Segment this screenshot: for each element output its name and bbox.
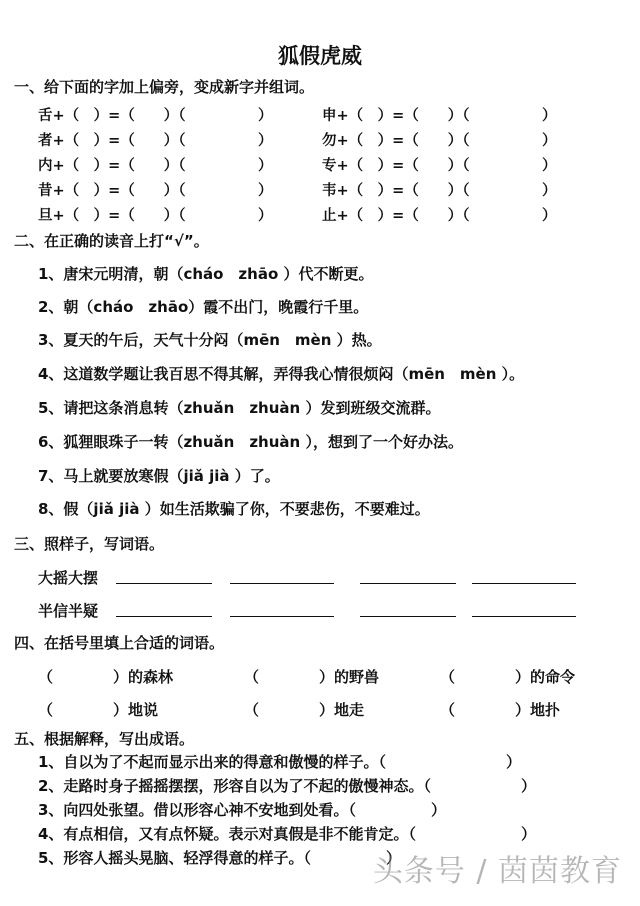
fill-phrase: （ ）的野兽 — [244, 668, 380, 686]
radical-row-right: 勿+（ ）=（ ）（ ） — [322, 133, 557, 149]
idiom-question: 5、形容人摇头晃脑、轻浮得意的样子。（ ） — [38, 849, 401, 867]
radical-row-left: 旦+（ ）=（ ）（ ） — [38, 208, 273, 224]
fill-phrase: （ ）的命令 — [440, 668, 576, 686]
pinyin-question: 4、这道数学题让我百思不得其解，弄得我心情很烦闷（mēn mèn ）。 — [38, 365, 525, 383]
section-3-heading: 三、照样子，写词语。 — [14, 535, 165, 553]
pinyin-question: 5、请把这条消息转（zhuǎn zhuàn ）发到班级交流群。 — [38, 399, 441, 417]
answer-line[interactable] — [230, 583, 334, 584]
fill-phrase: （ ）地扑 — [440, 701, 561, 719]
pinyin-question: 2、朝（cháo zhāo）霞不出门，晚霞行千里。 — [38, 298, 369, 316]
radical-row-left: 昔+（ ）=（ ）（ ） — [38, 183, 273, 199]
answer-line[interactable] — [116, 616, 212, 617]
pinyin-question: 8、假（jiǎ jià ）如生活欺骗了你，不要悲伤，不要难过。 — [38, 500, 430, 518]
example-word: 大摇大摆 — [38, 569, 99, 587]
pinyin-question: 3、夏天的午后，天气十分闷（mēn mèn ）热。 — [38, 331, 382, 349]
pinyin-question: 6、狐狸眼珠子一转（zhuǎn zhuàn ），想到了一个好办法。 — [38, 433, 463, 451]
fill-phrase: （ ）的森林 — [38, 668, 174, 686]
example-word: 半信半疑 — [38, 602, 99, 620]
answer-line[interactable] — [472, 583, 576, 584]
answer-line[interactable] — [360, 583, 456, 584]
section-1-heading: 一、给下面的字加上偏旁，变成新字并组词。 — [14, 78, 315, 96]
page-title: 狐假虎威 — [278, 44, 362, 68]
radical-row-right: 止+（ ）=（ ）（ ） — [322, 208, 557, 224]
idiom-question: 4、有点相信，又有点怀疑。表示对真假是非不能肯定。（ ） — [38, 825, 536, 843]
watermark: 头条号 / 茵茵教育 — [372, 854, 622, 889]
idiom-question: 1、自以为了不起而显示出来的得意和傲慢的样子。（ ） — [38, 753, 521, 771]
answer-line[interactable] — [360, 616, 456, 617]
radical-row-right: 专+（ ）=（ ）（ ） — [322, 158, 557, 174]
idiom-question: 3、向四处张望。借以形容心神不安地到处看。（ ） — [38, 801, 446, 819]
section-2-heading: 二、在正确的读音上打“√”。 — [14, 232, 209, 250]
radical-row-right: 韦+（ ）=（ ）（ ） — [322, 183, 557, 199]
section-5-heading: 五、根据解释，写出成语。 — [14, 730, 195, 748]
answer-line[interactable] — [230, 616, 334, 617]
fill-phrase: （ ）地走 — [244, 701, 365, 719]
pinyin-question: 1、唐宋元明清，朝（cháo zhāo ）代不断更。 — [38, 265, 374, 283]
answer-line[interactable] — [116, 583, 212, 584]
radical-row-left: 者+（ ）=（ ）（ ） — [38, 133, 273, 149]
idiom-question: 2、走路时身子摇摇摆摆，形容自以为了不起的傲慢神态。（ ） — [38, 777, 536, 795]
radical-row-left: 舌+（ ）=（ ）（ ） — [38, 108, 273, 124]
answer-line[interactable] — [472, 616, 576, 617]
radical-row-left: 内+（ ）=（ ）（ ） — [38, 158, 273, 174]
section-4-heading: 四、在括号里填上合适的词语。 — [14, 634, 225, 652]
pinyin-question: 7、马上就要放寒假（jiǎ jià ）了。 — [38, 467, 280, 485]
radical-row-right: 申+（ ）=（ ）（ ） — [322, 108, 557, 124]
fill-phrase: （ ）地说 — [38, 701, 159, 719]
